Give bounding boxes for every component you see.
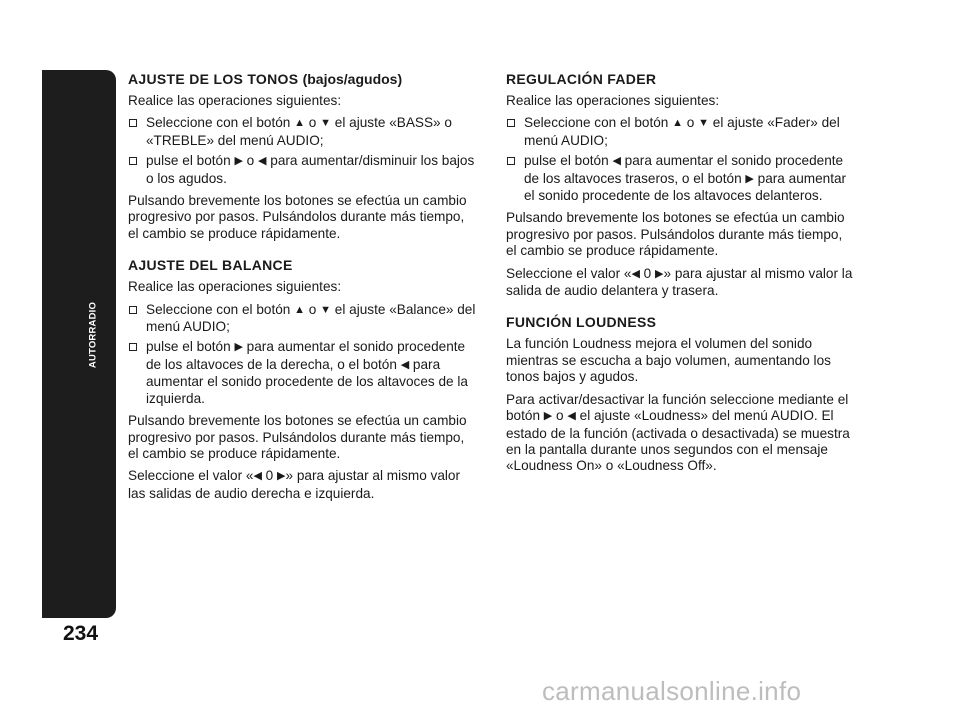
balance-section	[128, 256, 476, 502]
arrow-down-icon: ▼	[320, 303, 332, 316]
arrow-down-icon: ▼	[698, 117, 710, 130]
arrow-right-icon: ▶	[277, 470, 286, 483]
arrow-left-icon: ◀	[400, 358, 410, 371]
list-item: pulse el botón ▶ o ◀ para aumentar/disminuir los bajos o los agudos.	[128, 153, 476, 187]
page-number: 234	[63, 622, 99, 645]
list-item: Seleccione con el botón ▲ o ▼ el ajuste «Fader» del menú AUDIO;	[506, 115, 856, 149]
tones-paragraph: Pulsando brevemente los botones se efectúa un cambio progresivo por pasos. Pulsándolos durante más tiempo, el cambio se produce rápidamente.	[128, 193, 467, 241]
tones-steps	[128, 115, 476, 187]
checkbox-bullet-icon	[507, 157, 515, 165]
arrow-up-icon: ▲	[672, 117, 684, 130]
arrow-right-icon: ▶	[234, 341, 243, 354]
arrow-left-icon: ◀	[631, 267, 640, 280]
arrow-left-icon: ◀	[258, 155, 267, 168]
arrow-right-icon: ▶	[745, 172, 754, 185]
loudness-section	[506, 313, 856, 474]
loudness-paragraph-2: Para activar/desactivar la función seleccione mediante el botón ▶ o ◀ el ajuste «Loudness» del menú AUDIO. El estado de la función (activada o desactivada) se muestra en la pantalla durante unos segundos con el mensaje «Loudness On» o «Loudness Off».	[506, 391, 850, 474]
balance-paragraph: Pulsando brevemente los botones se efectúa un cambio progresivo por pasos. Pulsándolos durante más tiempo, el cambio se produce rápidamente.	[128, 413, 467, 461]
list-item: Seleccione con el botón ▲ o ▼ el ajuste «Balance» del menú AUDIO;	[128, 302, 476, 336]
list-item: pulse el botón ▶ para aumentar el sonido procedente de los altavoces de la derecha, o el botón ◀ para aumentar el sonido procedente de los altavoces de la izquierda.	[128, 339, 476, 407]
watermark-text: carmanualsonline.info	[542, 676, 802, 706]
fader-heading: REGULACIÓN FADER	[506, 71, 657, 87]
fader-intro: Realice las operaciones siguientes:	[506, 93, 720, 108]
tones-section	[128, 70, 476, 242]
checkbox-bullet-icon	[129, 119, 137, 127]
arrow-left-icon: ◀	[253, 470, 262, 483]
arrow-left-icon: ◀	[612, 155, 621, 168]
balance-heading: AJUSTE DEL BALANCE	[128, 257, 293, 274]
arrow-up-icon: ▲	[294, 303, 306, 316]
fader-paragraph: Pulsando brevemente los botones se efectúa un cambio progresivo por pasos. Pulsándolos durante más tiempo, el cambio se produce rápidamente.	[506, 210, 845, 259]
list-item: Seleccione con el botón ▲ o ▼ el ajuste «BASS» o «TREBLE» del menú AUDIO;	[128, 115, 476, 149]
fader-zero-paragraph: Seleccione el valor «◀ 0 ▶» para ajustar al mismo valor la salida de audio delantera y trasera.	[506, 265, 853, 299]
tones-heading: AJUSTE DE LOS TONOS (bajos/agudos)	[128, 71, 403, 87]
left-column	[128, 70, 476, 508]
right-column	[506, 70, 856, 481]
arrow-down-icon: ▼	[320, 117, 332, 130]
loudness-paragraph-1: La función Loudness mejora el volumen del sonido mientras se escucha a bajo volumen, aumentando los tonos bajos y agudos.	[506, 336, 831, 385]
fader-steps	[506, 115, 856, 204]
balance-zero-paragraph: Seleccione el valor «◀ 0 ▶» para ajustar al mismo valor las salidas de audio derecha e izquierda.	[128, 468, 461, 501]
checkbox-bullet-icon	[129, 306, 137, 314]
arrow-right-icon: ▶	[234, 155, 243, 168]
balance-intro: Realice las operaciones siguientes:	[128, 279, 342, 295]
list-item: pulse el botón ◀ para aumentar el sonido procedente de los altavoces traseros, o el botón ▶ para aumentar el sonido procedente de los altavoces delanteros.	[506, 153, 856, 204]
loudness-heading: FUNCIÓN LOUDNESS	[506, 314, 657, 331]
checkbox-bullet-icon	[507, 119, 515, 127]
section-label: AUTORRADIO	[87, 301, 99, 369]
checkbox-bullet-icon	[129, 343, 137, 351]
balance-steps	[128, 302, 476, 407]
arrow-right-icon: ▶	[543, 410, 553, 423]
arrow-left-icon: ◀	[567, 410, 576, 423]
arrow-right-icon: ▶	[655, 267, 664, 280]
tones-intro: Realice las operaciones siguientes:	[128, 93, 342, 108]
section-sidebar-tab	[42, 70, 116, 618]
checkbox-bullet-icon	[129, 157, 137, 165]
fader-section	[506, 70, 856, 299]
arrow-up-icon: ▲	[294, 117, 306, 130]
